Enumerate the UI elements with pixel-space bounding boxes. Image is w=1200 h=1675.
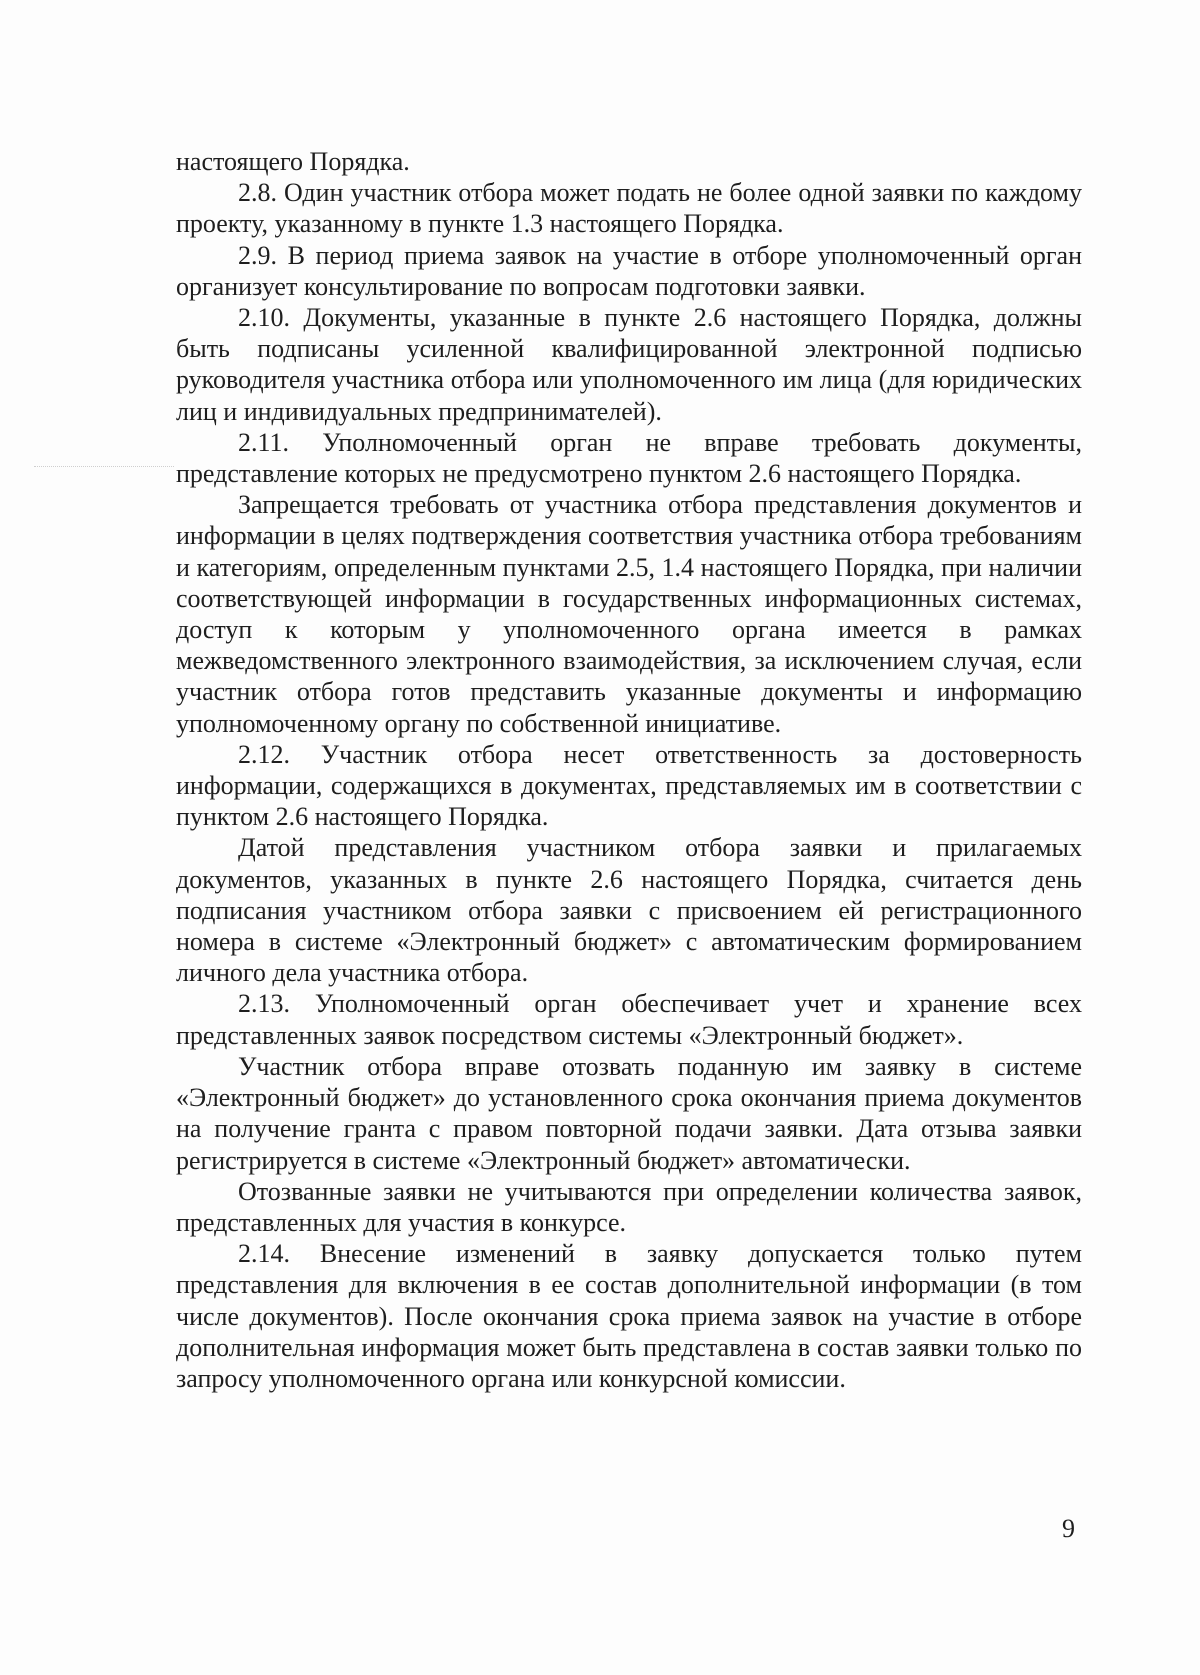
paragraph-2-10: 2.10. Документы, указанные в пункте 2.6 настоящего Порядка, должны быть подписаны усиленной квалифицированной электронной подписью руководителя участника отбора или уполномоченного им лица (для юридических лиц и индивидуальных предпринимателей). bbox=[176, 303, 1082, 426]
page-number: 9 bbox=[1062, 1514, 1075, 1543]
paragraph-2-12-submission-date: Датой представления участником отбора заявки и прилагаемых документов, указанных в пункте 2.6 настоящего Порядка, считается день подписания участником отбора заявки с присвоением ей регистрационного номера в системе «Электронный бюджет» с автоматическим формированием личного дела участника отбора. bbox=[176, 833, 1082, 988]
document-body bbox=[176, 146, 1082, 1394]
paragraph-2-13-withdrawn-count: Отозванные заявки не учитываются при определении количества заявок, представленных для участия в конкурсе. bbox=[176, 1176, 1082, 1237]
paragraph-2-11: 2.11. Уполномоченный орган не вправе требовать документы, представление которых не предусмотрено пунктом 2.6 настоящего Порядка. bbox=[176, 427, 1082, 489]
paragraph-2-13-withdrawal: Участник отбора вправе отозвать поданную им заявку в системе «Электронный бюджет» до установленного срока окончания приема документов на получение гранта с правом повторной подачи заявки. Дата отзыва заявки регистрируется в системе «Электронный бюджет» автоматически. bbox=[176, 1051, 1082, 1175]
paragraph-2-8: 2.8. Один участник отбора может подать не более одной заявки по каждому проекту, указанному в пункте 1.3 настоящего Порядка. bbox=[176, 178, 1082, 239]
scan-artifact-line bbox=[34, 466, 174, 467]
paragraph-2-13: 2.13. Уполномоченный орган обеспечивает учет и хранение всех представленных заявок посредством системы «Электронный бюджет». bbox=[176, 989, 1082, 1050]
paragraph-2-12: 2.12. Участник отбора несет ответственность за достоверность информации, содержащихся в документах, представляемых им в соответствии с пунктом 2.6 настоящего Порядка. bbox=[176, 739, 1082, 832]
paragraph-2-9: 2.9. В период приема заявок на участие в отборе уполномоченный орган организует консультирование по вопросам подготовки заявки. bbox=[176, 240, 1082, 301]
paragraph-2-14: 2.14. Внесение изменений в заявку допускается только путем представления для включения в ее состав дополнительной информации (в том числе документов). После окончания срока приема заявок на участие в отборе дополнительная информация может быть представлена в состав заявки только по запросу уполномоченного органа или конкурсной комиссии. bbox=[176, 1239, 1082, 1393]
paragraph-2-11-prohibition: Запрещается требовать от участника отбора представления документов и информации в целях подтверждения соответствия участника отбора требованиям и категориям, определенным пунктами 2.5, 1.4 настоящего Порядка, при наличии соответствующей информации в государственных информационных системах, доступ к которым у уполномоченного органа имеется в рамках межведомственного электронного взаимодействия, за исключением случая, если участник отбора готов представить указанные документы и информацию уполномоченному органу по собственной инициативе. bbox=[176, 490, 1082, 738]
paragraph-continuation: настоящего Порядка. bbox=[176, 147, 410, 176]
